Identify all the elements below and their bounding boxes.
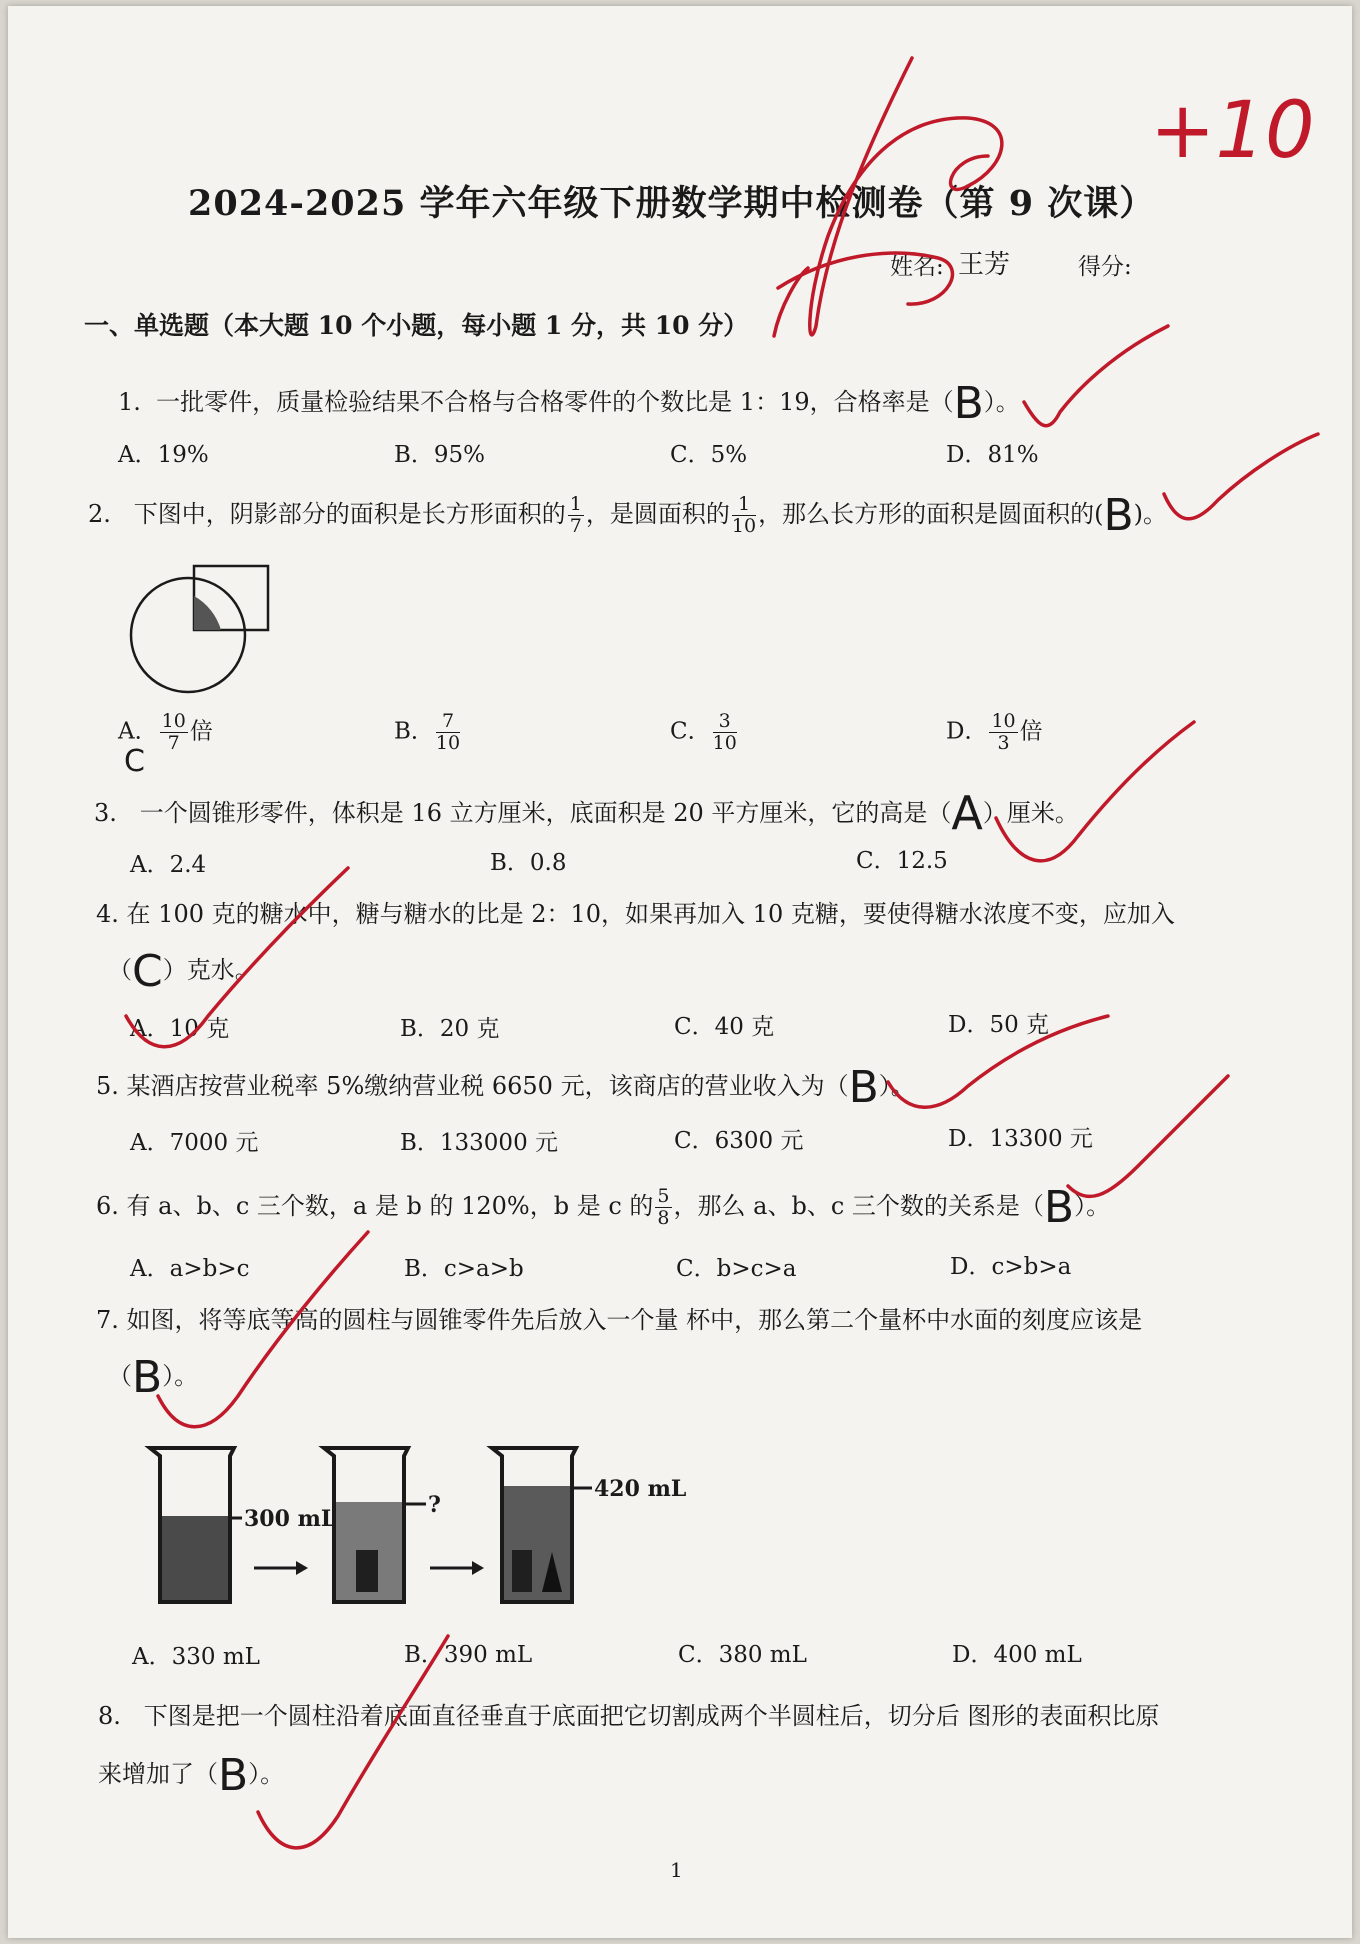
q6-option-d: D．c>b>a bbox=[950, 1254, 1072, 1280]
answer-7: B bbox=[132, 1352, 163, 1403]
check-mark-8 bbox=[258, 1636, 448, 1848]
check-mark-3 bbox=[996, 722, 1194, 861]
red-pen-marks bbox=[8, 6, 1352, 1938]
q2-option-b: B． $\frac{7}{10}$ bbox=[394, 710, 461, 754]
q2-option-d: D． $\frac{10}{3}$ 倍 bbox=[946, 710, 1043, 754]
score-scribble bbox=[810, 58, 1002, 335]
answer-6: B bbox=[1043, 1182, 1075, 1233]
check-mark-2 bbox=[1164, 434, 1318, 519]
q4-option-a: A．10 克 bbox=[130, 1016, 230, 1042]
check-mark-6 bbox=[1068, 1076, 1228, 1196]
exam-page bbox=[8, 6, 1352, 1938]
q6-option-c: C．b>c>a bbox=[676, 1256, 797, 1282]
answer-8: B bbox=[218, 1750, 249, 1801]
page-title: 2024-2025 学年六年级下册数学期中检测卷（第 9 次课） bbox=[188, 183, 1156, 224]
q2-option-a: A． $\frac{10}{7}$ 倍 bbox=[118, 710, 213, 754]
question-6: 6. 有 a、b、c 三个数，a 是 b 的 120%，b 是 c 的 $\frac{5}{8}$ ，那么 a、b、c 三个数的关系是（B）。 bbox=[96, 1182, 1111, 1233]
question-1: 1. 一批零件，质量检验结果不合格与合格零件的个数比是 1：19，合格率是（B）。 bbox=[118, 378, 1020, 429]
beaker-3-label: 420 mL bbox=[594, 1476, 687, 1502]
q5-option-c: C．6300 元 bbox=[674, 1128, 804, 1154]
answer-5: B bbox=[848, 1062, 879, 1113]
q6-option-b: B．c>a>b bbox=[404, 1256, 524, 1282]
question-3: 3. 一个圆锥形零件，体积是 16 立方厘米，底面积是 20 平方厘米，它的高是（A）厘米。 bbox=[94, 786, 1079, 840]
score-label: 得分: bbox=[1078, 254, 1132, 280]
q7-option-a: A．330 mL bbox=[132, 1644, 260, 1670]
q5-option-b: B．133000 元 bbox=[400, 1130, 559, 1156]
q4-option-c: C．40 克 bbox=[674, 1014, 775, 1040]
q1-option-a: A．19% bbox=[118, 442, 209, 468]
beaker-2-label: ? bbox=[428, 1492, 441, 1518]
q1-option-b: B．95% bbox=[394, 442, 486, 468]
q4-option-b: B．20 克 bbox=[400, 1016, 500, 1042]
q3-option-c: C．12.5 bbox=[856, 848, 948, 874]
q4-option-d: D．50 克 bbox=[948, 1012, 1050, 1038]
check-mark-1 bbox=[1024, 326, 1168, 426]
q5-option-a: A．7000 元 bbox=[130, 1130, 259, 1156]
section-heading: 一、单选题（本大题 10 个小题，每小题 1 分，共 10 分） bbox=[84, 311, 749, 340]
q3-option-a: A．2.4 bbox=[130, 852, 207, 878]
check-mark-7 bbox=[158, 1232, 368, 1427]
question-8: 8. 下图是把一个圆柱沿着底面直径垂直于底面把它切割成两个半圆柱后，切分后 图形的表面积比原 bbox=[98, 1702, 1160, 1730]
question-2: 2. 下图中，阴影部分的面积是长方形面积的 $\frac{1}{7}$ ，是圆面积的 $\frac{1}{10}$ ，那么长方形的面积是圆面积的(B)。 bbox=[88, 490, 1168, 541]
question-4: 4. 在 100 克的糖水中，糖与糖水的比是 2：10，如果再加入 10 克糖，要使得糖水浓度不变，应加入 bbox=[96, 900, 1175, 928]
q1-option-d: D．81% bbox=[946, 442, 1039, 468]
q5-option-d: D．13300 元 bbox=[948, 1126, 1093, 1152]
q3-option-b: B．0.8 bbox=[490, 850, 567, 876]
beaker-1-label: 300 mL bbox=[244, 1506, 337, 1532]
question-7-line2: （B）。 bbox=[108, 1352, 199, 1403]
question-5: 5. 某酒店按营业税率 5%缴纳营业税 6650 元，该商店的营业收入为（B）。 bbox=[96, 1062, 915, 1113]
page-number: 1 bbox=[670, 1858, 683, 1882]
q7-option-b: B．390 mL bbox=[404, 1642, 533, 1668]
name-label: 姓名: bbox=[890, 254, 944, 280]
answer-4: C bbox=[132, 946, 163, 997]
q1-option-c: C．5% bbox=[670, 442, 748, 468]
answer-1: B bbox=[953, 378, 984, 429]
q7-option-d: D．400 mL bbox=[952, 1642, 1082, 1668]
question-7: 7. 如图，将等底等高的圆柱与圆锥零件先后放入一个量 杯中，那么第二个量杯中水面的刻度应该是 bbox=[96, 1306, 1143, 1334]
name-value: 王芳 bbox=[958, 250, 1011, 280]
question-4-line2: （C）克水。 bbox=[108, 946, 259, 997]
check-mark-4 bbox=[126, 868, 348, 1047]
handwritten-score: +10 bbox=[1150, 86, 1315, 176]
q6-option-a: A．a>b>c bbox=[130, 1256, 250, 1282]
check-mark-5 bbox=[888, 1016, 1108, 1107]
name-underline bbox=[778, 253, 952, 304]
answer-3: A bbox=[951, 786, 983, 840]
q2-option-c: C． $\frac{3}{10}$ bbox=[670, 710, 737, 754]
q7-option-c: C．380 mL bbox=[678, 1642, 807, 1668]
handwritten-c-mark: C bbox=[124, 744, 145, 779]
question-8-line2: 来增加了（B）。 bbox=[98, 1750, 285, 1801]
answer-2: B bbox=[1103, 490, 1134, 541]
